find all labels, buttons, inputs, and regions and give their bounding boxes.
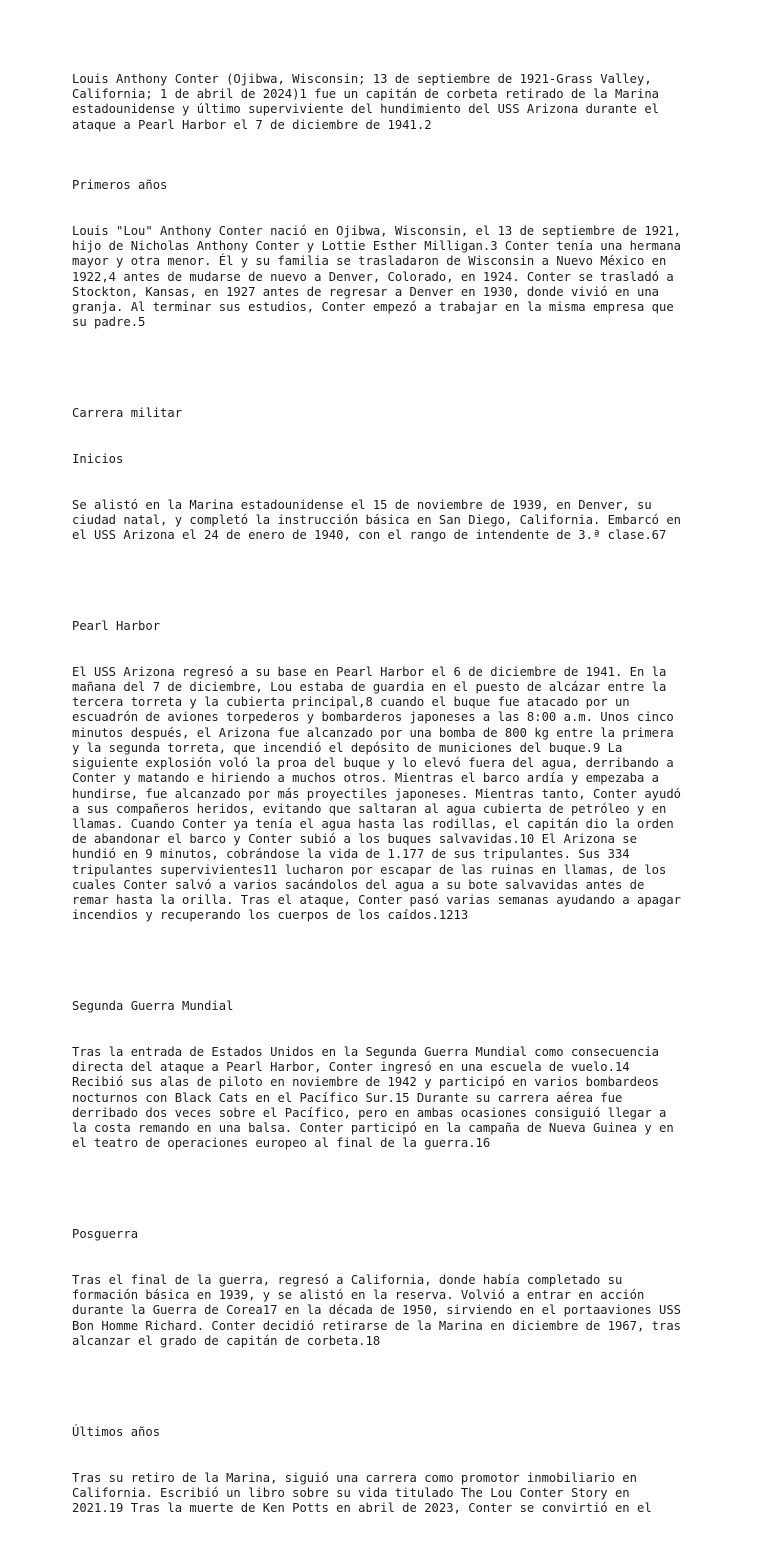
section-paragraph: Se alistó en la Marina estadounidense el 15 de noviembre de 1939, en Denver, su ciudad natal, y completó la instrucción básica en San Diego, California. Embarcó en el USS Arizona el 24 de enero de 1940, con el rango de intendente de 3.ª clase.67 (72, 497, 682, 543)
section-pearl-harbor (72, 589, 712, 954)
section-carrera-militar (72, 376, 712, 574)
section-heading: Posguerra (72, 1227, 139, 1242)
section-posguerra (72, 1197, 712, 1379)
section-paragraph: Louis "Lou" Anthony Conter nació en Ojibwa, Wisconsin, el 13 de septiembre de 1921, hijo de Nicholas Anthony Conter y Lottie Esther Milligan.3 Conter tenía una hermana mayor y otra menor. Él y su familia se trasladaron de Wisconsin a Nuevo México en 1922,4 antes de mudarse de nuevo a Denver, Colorado, en 1924. Conter se trasladó a Stockton, Kansas, en 1927 antes de regresar a Denver en 1930, donde vivió en una granja. Al terminar sus estudios, Conter empezó a trabajar en la misma empresa que su padre.5 (72, 224, 682, 330)
section-paragraph: Tras el final de la guerra, regresó a California, donde había completado su formación básica en 1939, y se alistó en la reserva. Volvió a entrar en acción durante la Guerra de Corea17 en la década de 1950, sirviendo en el portaaviones USS Bon Homme Richard. Conter decidió retirarse de la Marina en diciembre de 1967, tras alcanzar el grado de capitán de corbeta.18 (72, 1272, 682, 1348)
section-paragraph: El USS Arizona regresó a su base en Pearl Harbor el 6 de diciembre de 1941. En la mañana del 7 de diciembre, Lou estaba de guardia en el puesto de alcázar entre la tercera torreta y la cubierta principal,8 cuando el buque fue atacado por un escuadrón de aviones torpederos y bombarderos japoneses a las 8:00 a.m. Unos cinco minutos después, el Arizona fue alcanzado por una bomba de 800 kg entre la primera y la segunda torreta, que incendió el depósito de municiones del buque.9 La siguiente explosión voló la proa del buque y lo elevó fuera del agua, derribando a Conter y matando e hiriendo a muchos otros. Mientras el barco ardía y empezaba a hundirse, fue alcanzado por más proyectiles japoneses. Mientras tanto, Conter ayudó a sus compañeros heridos, evitando que saltaran al agua cubierta de petróleo y en llamas. Cuando Conter ya tenía el agua hasta las rodillas, el capitán dio la orden de abandonar el barco y Conter subió a los buques salvavidas.10 El Arizona se hundió en 9 minutos, cobrándose la vida de 1.177 de sus tripulantes. Sus 334 tripulantes supervivientes11 lucharon por escapar de las ruinas en llamas, de los cuales Conter salvó a varios sacándolos del agua a su bote salvavidas antes de remar hasta la orilla. Tras el ataque, Conter pasó varias semanas ayudando a apagar incendios y recuperando los cuerpos de los caídos.1213 (72, 664, 682, 923)
section-segunda-guerra-mundial (72, 969, 712, 1182)
section-heading: Últimos años (72, 1424, 161, 1439)
section-primeros-anos (72, 148, 712, 361)
section-heading: Segunda Guerra Mundial (72, 999, 234, 1014)
section-subheading: Inicios (72, 452, 124, 467)
section-heading: Primeros años (72, 178, 168, 193)
intro-paragraph: Louis Anthony Conter (Ojibwa, Wisconsin; 13 de septiembre de 1921-Grass Valley, California; 1 de abril de 2024)1 fue un capitán de corbeta retirado de la Marina estadounidense y último superviviente del hundimiento del USS Arizona durante el ataque a Pearl Harbor el 7 de diciembre de 1941.2 (72, 72, 659, 132)
section-ultimos-anos (72, 1395, 712, 1547)
document-page (72, 72, 712, 1562)
section-heading: Pearl Harbor (72, 619, 161, 634)
section-paragraph: Tras su retiro de la Marina, siguió una carrera como promotor inmobiliario en California. Escribió un libro sobre su vida titulado The Lou Conter Story en 2021.19 Tras la muerte de Ken Potts en abril de 2023, Conter se convirtió en el (72, 1470, 652, 1515)
section-heading: Carrera militar (72, 406, 183, 421)
section-paragraph: Tras la entrada de Estados Unidos en la Segunda Guerra Mundial como consecuencia directa del ataque a Pearl Harbor, Conter ingresó en una escuela de vuelo.14 Recibió sus alas de piloto en noviembre de 1942 y participó en varios bombardeos nocturnos con Black Cats en el Pacífico Sur.15 Durante su carrera aérea fue derribado dos veces sobre el Pacífico, pero en ambas ocasiones consiguió llegar a la costa remando en una balsa. Conter participó en la campaña de Nueva Guinea y en el teatro de operaciones europeo al final de la guerra.16 (72, 1044, 674, 1151)
